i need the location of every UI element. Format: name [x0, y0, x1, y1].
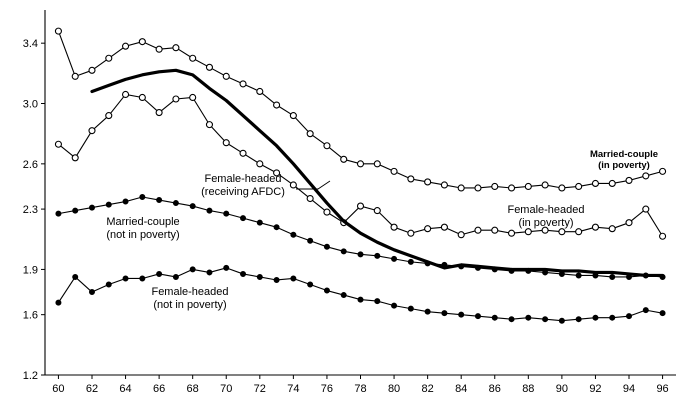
data-point-marker — [140, 195, 145, 200]
data-point-marker — [475, 227, 481, 233]
data-point-marker — [526, 268, 531, 273]
data-point-marker — [425, 179, 431, 185]
data-point-marker — [358, 252, 363, 257]
data-point-marker — [408, 176, 414, 182]
data-point-marker — [358, 297, 363, 302]
data-point-marker — [291, 232, 296, 237]
data-point-marker — [559, 318, 564, 323]
x-tick-label: 96 — [656, 383, 669, 395]
data-point-marker — [643, 173, 649, 179]
data-point-marker — [240, 150, 246, 156]
data-point-marker — [257, 220, 262, 225]
x-tick-label: 62 — [85, 383, 99, 395]
data-point-marker — [190, 55, 196, 61]
x-tick-label: 78 — [354, 383, 367, 395]
data-point-marker — [660, 168, 666, 174]
data-point-marker — [576, 229, 582, 235]
data-point-marker — [140, 276, 145, 281]
annot-female-headed-in-poverty — [507, 204, 584, 229]
data-point-marker — [375, 299, 380, 304]
x-tick-label: 76 — [320, 383, 334, 395]
data-point-marker — [89, 128, 95, 134]
data-point-marker — [525, 229, 531, 235]
data-point-marker — [475, 265, 480, 270]
data-point-marker — [224, 265, 229, 270]
data-point-marker — [173, 45, 179, 51]
data-point-marker — [341, 293, 346, 298]
data-point-marker — [324, 244, 329, 249]
series-0 — [55, 28, 665, 191]
data-point-marker — [408, 259, 413, 264]
x-tick-label: 90 — [555, 383, 569, 395]
data-point-marker — [55, 141, 61, 147]
data-point-marker — [576, 273, 581, 278]
annot-female-headed-not-in-poverty — [151, 286, 228, 311]
data-point-marker — [56, 211, 61, 216]
data-point-marker — [392, 256, 397, 261]
data-point-marker — [576, 183, 582, 189]
data-point-marker — [459, 312, 464, 317]
x-tick-label: 84 — [455, 383, 468, 395]
data-point-marker — [441, 182, 447, 188]
data-point-marker — [308, 282, 313, 287]
data-point-marker — [559, 271, 564, 276]
series-layer — [55, 28, 665, 323]
data-point-marker — [442, 311, 447, 316]
data-point-marker — [274, 277, 279, 282]
x-tick-label: 92 — [589, 383, 602, 395]
data-point-marker — [458, 185, 464, 191]
data-point-marker — [324, 288, 329, 293]
y-tick-label: 2.3 — [22, 204, 38, 217]
data-point-marker — [106, 113, 112, 119]
data-point-marker — [123, 43, 129, 49]
data-point-marker — [73, 208, 78, 213]
data-point-marker — [89, 67, 95, 73]
data-point-marker — [627, 274, 632, 279]
data-point-marker — [123, 276, 128, 281]
data-point-marker — [257, 88, 263, 94]
data-point-marker — [643, 273, 648, 278]
data-point-marker — [358, 161, 364, 167]
data-point-marker — [190, 94, 196, 100]
data-point-marker — [341, 156, 347, 162]
data-point-marker — [509, 268, 514, 273]
annotation-line: (not in poverty) — [153, 299, 227, 311]
data-point-marker — [173, 274, 178, 279]
data-point-marker — [224, 211, 229, 216]
data-point-marker — [391, 224, 397, 230]
x-tick-label: 82 — [421, 383, 434, 395]
data-point-marker — [290, 113, 296, 119]
x-tick-label: 86 — [488, 383, 501, 395]
data-point-marker — [660, 311, 665, 316]
data-point-marker — [660, 274, 665, 279]
x-tick-label: 64 — [119, 383, 132, 395]
data-point-marker — [542, 182, 548, 188]
data-point-marker — [525, 183, 531, 189]
data-point-marker — [626, 220, 632, 226]
annotation-line: Female-headed — [151, 286, 229, 298]
annotation-layer — [106, 149, 658, 311]
x-tick-label: 60 — [52, 383, 65, 395]
data-point-marker — [341, 249, 346, 254]
data-point-marker — [643, 308, 648, 313]
data-point-marker — [207, 208, 212, 213]
data-point-marker — [139, 39, 145, 45]
data-point-marker — [592, 224, 598, 230]
data-point-marker — [375, 253, 380, 258]
y-tick-label: 1.6 — [22, 309, 38, 322]
data-point-marker — [442, 262, 447, 267]
data-point-marker — [425, 261, 430, 266]
data-point-marker — [543, 270, 548, 275]
data-point-marker — [207, 270, 212, 275]
data-point-marker — [492, 315, 497, 320]
data-point-marker — [543, 317, 548, 322]
x-tick-label: 80 — [387, 383, 401, 395]
data-point-marker — [492, 227, 498, 233]
data-point-marker — [291, 276, 296, 281]
data-point-marker — [307, 131, 313, 137]
data-point-marker — [139, 94, 145, 100]
data-point-marker — [223, 140, 229, 146]
data-point-marker — [89, 205, 94, 210]
data-point-marker — [392, 303, 397, 308]
data-point-marker — [257, 161, 263, 167]
data-point-marker — [509, 317, 514, 322]
x-tick-label: 72 — [253, 383, 266, 395]
data-point-marker — [626, 177, 632, 183]
data-point-marker — [241, 216, 246, 221]
data-point-marker — [475, 314, 480, 319]
data-point-marker — [89, 290, 94, 295]
data-point-marker — [492, 183, 498, 189]
data-point-marker — [240, 81, 246, 87]
data-point-marker — [190, 267, 195, 272]
y-tick-label: 1.2 — [22, 370, 38, 382]
x-tick-label: 70 — [220, 383, 233, 395]
data-point-marker — [559, 185, 565, 191]
data-point-marker — [408, 306, 413, 311]
data-point-marker — [425, 309, 430, 314]
annot-married-couple-in-poverty — [590, 149, 658, 171]
y-tick-label: 1.9 — [22, 264, 38, 277]
data-point-marker — [257, 274, 262, 279]
x-tick-label: 88 — [522, 383, 535, 395]
data-point-marker — [307, 196, 313, 202]
data-point-marker — [290, 182, 296, 188]
data-point-marker — [223, 73, 229, 79]
data-point-marker — [610, 315, 615, 320]
data-point-marker — [593, 273, 598, 278]
data-point-marker — [559, 229, 565, 235]
data-point-marker — [475, 185, 481, 191]
data-point-marker — [459, 264, 464, 269]
x-tick-label: 74 — [287, 383, 300, 395]
data-point-marker — [609, 180, 615, 186]
annotation-line: Married-couple — [589, 149, 659, 160]
data-point-marker — [374, 161, 380, 167]
data-point-marker — [56, 300, 61, 305]
annotation-line: (in poverty) — [598, 160, 650, 171]
annotation-line: Female-headed — [507, 204, 585, 216]
data-point-marker — [55, 28, 61, 34]
y-tick-label: 3.0 — [22, 98, 38, 111]
data-point-marker — [391, 168, 397, 174]
series-line — [58, 268, 662, 321]
data-point-marker — [358, 203, 364, 209]
x-tick-label: 66 — [152, 383, 166, 395]
annot-married-couple-not-in-poverty — [106, 216, 179, 241]
data-point-marker — [206, 122, 212, 128]
data-point-marker — [123, 199, 128, 204]
data-point-marker — [324, 209, 330, 215]
data-point-marker — [643, 206, 649, 212]
data-point-marker — [425, 226, 431, 232]
data-point-marker — [374, 208, 380, 214]
x-tick-label: 68 — [186, 383, 199, 395]
data-point-marker — [206, 64, 212, 70]
data-point-marker — [592, 180, 598, 186]
annotation-line: Female-headed — [204, 173, 282, 185]
y-tick-label: 3.4 — [22, 38, 38, 51]
data-point-marker — [106, 282, 111, 287]
x-tick-label: 94 — [622, 383, 636, 395]
data-point-marker — [593, 315, 598, 320]
data-point-marker — [627, 314, 632, 319]
data-point-marker — [408, 230, 414, 236]
data-point-marker — [576, 317, 581, 322]
data-point-marker — [157, 271, 162, 276]
data-point-marker — [308, 238, 313, 243]
data-point-marker — [173, 96, 179, 102]
data-point-marker — [274, 102, 280, 108]
data-point-marker — [324, 143, 330, 149]
data-point-marker — [492, 267, 497, 272]
series-4 — [56, 265, 665, 323]
data-point-marker — [156, 110, 162, 116]
annot-female-headed-afdc — [201, 173, 285, 198]
data-point-marker — [526, 315, 531, 320]
data-point-marker — [123, 91, 129, 97]
data-point-marker — [610, 274, 615, 279]
data-point-marker — [106, 202, 111, 207]
data-point-marker — [609, 226, 615, 232]
data-point-marker — [106, 55, 112, 61]
annotation-line: (in poverty) — [518, 217, 574, 229]
annotation-line: (receiving AFDC) — [201, 186, 285, 198]
y-tick-label: 2.6 — [22, 158, 38, 171]
data-point-marker — [72, 155, 78, 161]
data-point-marker — [156, 46, 162, 52]
data-point-marker — [190, 204, 195, 209]
data-point-marker — [173, 201, 178, 206]
data-point-marker — [157, 198, 162, 203]
data-point-marker — [274, 225, 279, 230]
y-axis — [23, 38, 45, 382]
annotation-line: (not in poverty) — [106, 229, 180, 241]
data-point-marker — [509, 230, 515, 236]
data-point-marker — [241, 271, 246, 276]
x-axis — [52, 375, 668, 395]
data-point-marker — [72, 73, 78, 79]
data-point-marker — [441, 224, 447, 230]
data-point-marker — [73, 274, 78, 279]
data-point-marker — [660, 233, 666, 239]
data-point-marker — [458, 232, 464, 238]
data-point-marker — [509, 185, 515, 191]
annotation-line: Married-couple — [106, 216, 180, 228]
